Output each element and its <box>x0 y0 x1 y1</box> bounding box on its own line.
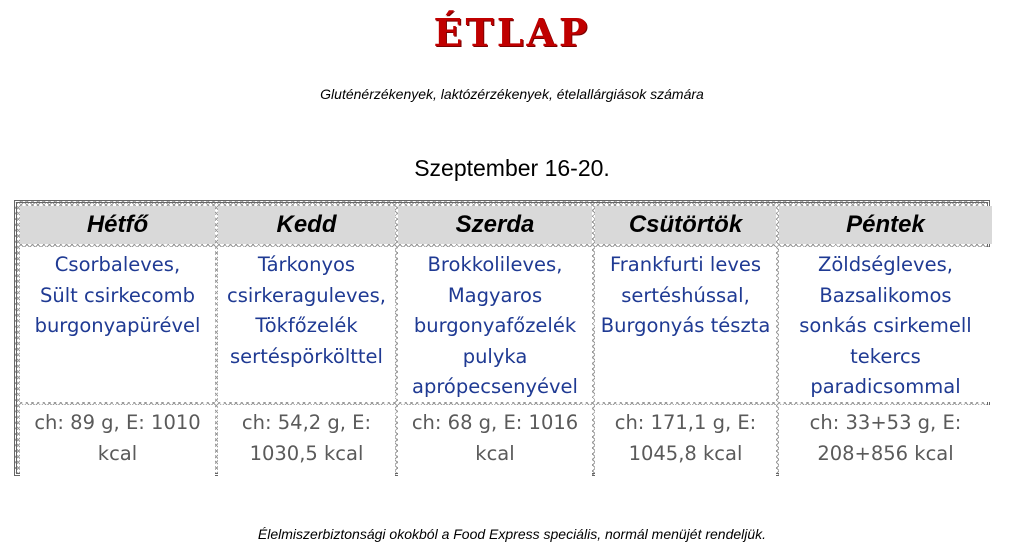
dish-tuesday: Tárkonyos csirkeraguleves, Tökfőzelék sertéspörkölttel <box>218 247 395 402</box>
date-range: Szeptember 16-20. <box>414 155 610 181</box>
nutrition-friday: ch: 33+53 g, E: 208+856 kcal <box>779 405 992 476</box>
nutrition-tuesday: ch: 54,2 g, E: 1030,5 kcal <box>218 405 395 476</box>
dish-monday: Csorbaleves, Sült csirkecomb burgonyapürével <box>20 247 215 402</box>
day-header-monday: Hétfő <box>20 206 215 244</box>
day-header-tuesday: Kedd <box>218 206 395 244</box>
nutrition-wednesday: ch: 68 g, E: 1016 kcal <box>398 405 592 476</box>
day-header-wednesday: Szerda <box>398 206 592 244</box>
day-header-thursday: Csütörtök <box>595 206 776 244</box>
footer-note: Élelmiszerbiztonsági okokból a Food Express speciális, normál menüjét rendeljük. <box>257 526 767 542</box>
weekly-menu-table <box>14 200 990 476</box>
nutrition-thursday: ch: 171,1 g, E: 1045,8 kcal <box>595 405 776 476</box>
dish-thursday: Frankfurti leves sertéshússal, Burgonyás tészta <box>595 247 776 402</box>
nutrition-monday: ch: 89 g, E: 1010 kcal <box>20 405 215 476</box>
page-subtitle: Gluténérzékenyek, laktózérzékenyek, ételallárgiások számára <box>320 86 704 102</box>
page-title: ÉTLAP <box>433 10 591 55</box>
dish-wednesday: Brokkolileves, Magyaros burgonyafőzelék pulyka aprópecsenyével <box>398 247 592 402</box>
dish-friday: Zöldségleves, Bazsalikomos sonkás csirkemell tekercs paradicsommal <box>779 247 992 402</box>
day-header-friday: Péntek <box>779 206 992 244</box>
